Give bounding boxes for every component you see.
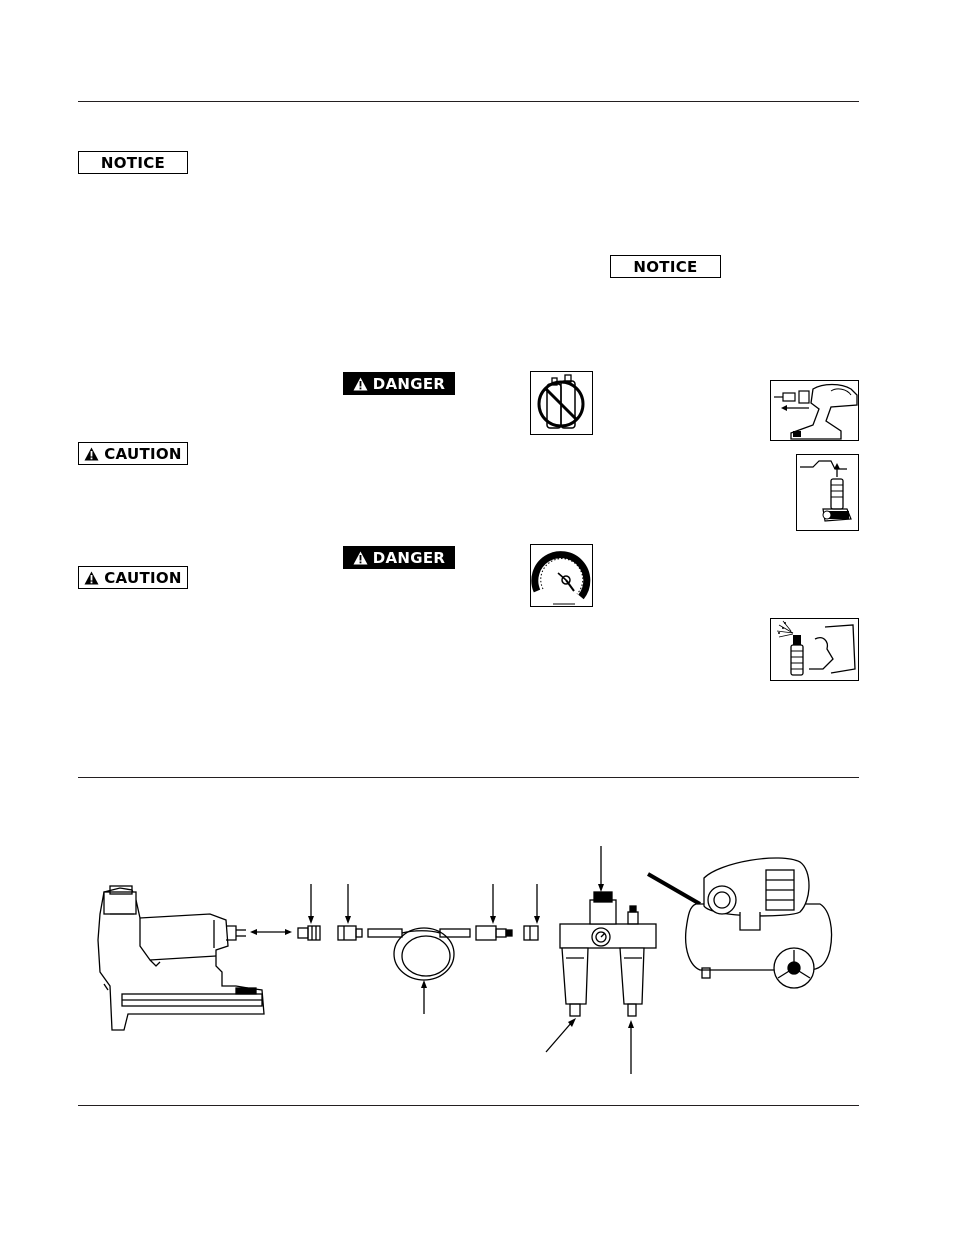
air-hose	[368, 928, 470, 1014]
danger-label-1-text: DANGER	[372, 374, 446, 393]
filter-regulator-lubricator	[546, 846, 656, 1074]
plug-fitting	[298, 884, 320, 940]
coupler-fitting	[338, 884, 362, 940]
notice-label-1-text: NOTICE	[100, 153, 166, 172]
double-arrow	[250, 929, 292, 935]
caution-label-2-text: CAUTION	[104, 568, 182, 587]
nailer-tool	[98, 886, 264, 1030]
air-compressor	[648, 858, 832, 988]
danger-label-2-text: DANGER	[372, 548, 446, 567]
hose-couplers	[476, 884, 540, 940]
notice-label-2-text: NOTICE	[633, 257, 698, 276]
caution-label-1-text: CAUTION	[104, 444, 182, 463]
